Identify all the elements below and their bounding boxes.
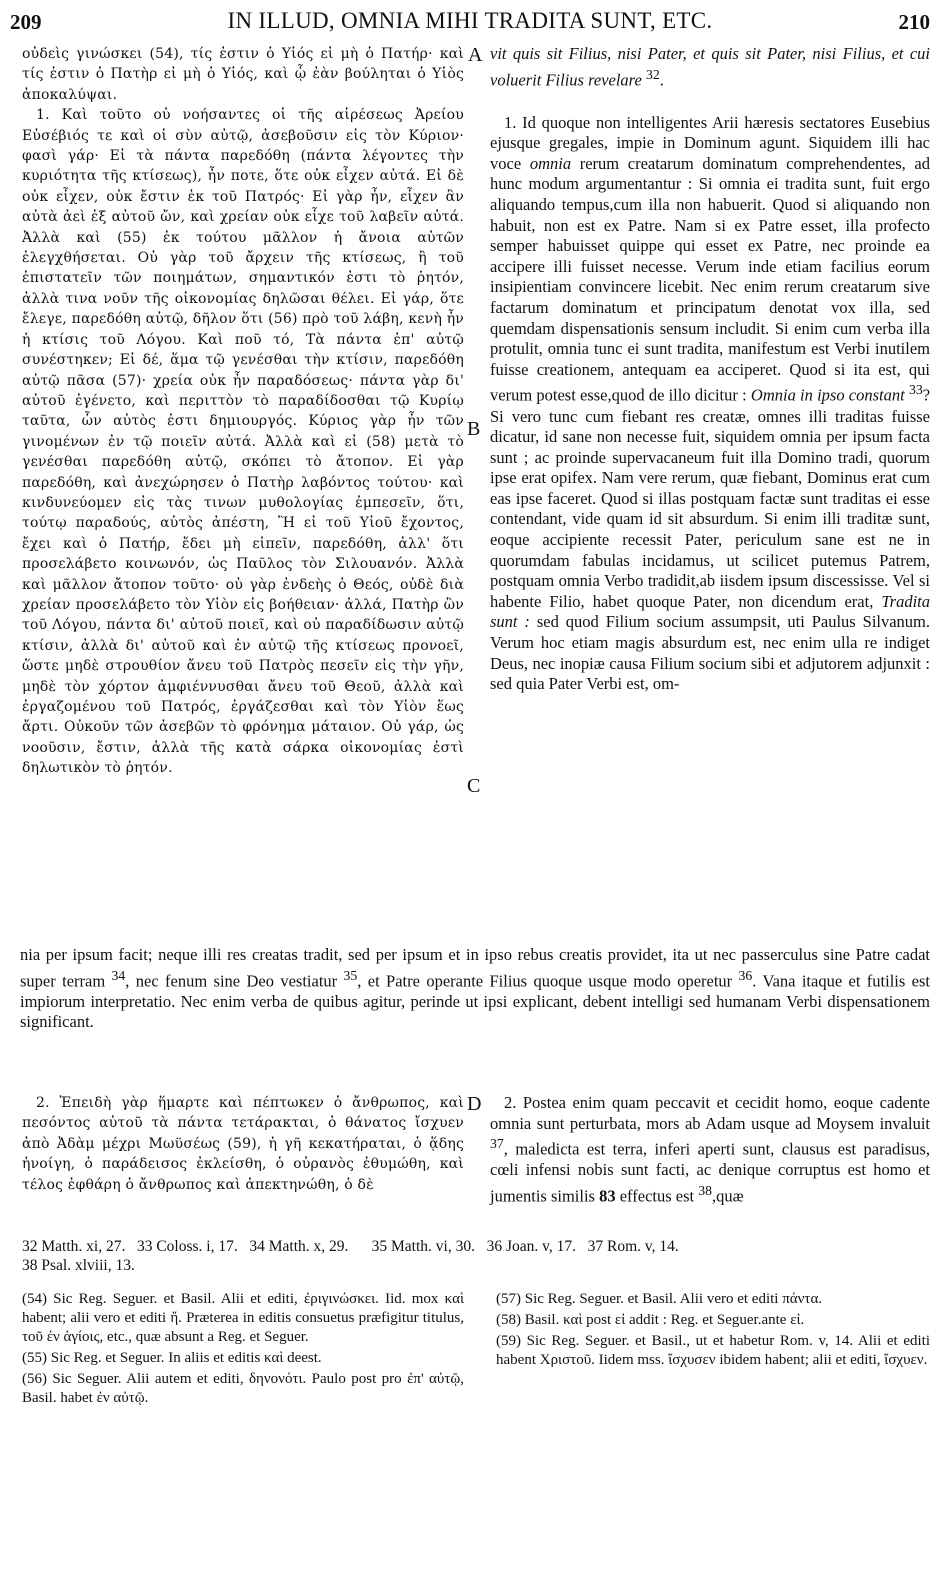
right-page-number: 210 — [898, 10, 930, 34]
ref-34: 34 Matth. x, 29. — [249, 1238, 349, 1255]
textual-notes-right — [496, 1290, 930, 1372]
latin-full-width-continuation — [20, 945, 930, 1033]
latin-p1-text-b: rerum creatarum dominatum comprehendentes, ad hunc modum argumentantur : Si omnia ei tradita sunt, fuit ergo aliquando tempus,cum illa non habuerit. Quod si aliquando non habuit, non est ex Patre. Nam si ex Patre esset, illa profecto semper habuisset quippe qui esset ex Patre, nec proinde ea accipere illi fuisset necesse. Verum inde etiam facilius eorum insipientiam convincere licebit. Nec enim rerum creatarum sive factarum dominatum et principatum denotat vox illa, sed quemdam dispensationis sensum includit. Si enim cum verba illa protulit, omnia tunc ei sunt tradita, manifestum est Verbi inutilem fuisse creationem, antequam ea acciperet. Quod si ita est, qui verum potest esse,quod de illo dicitur : — [490, 153, 930, 405]
note-ref-36: 36 — [738, 967, 753, 983]
textual-notes-left — [22, 1290, 464, 1410]
latin-p0-text: vit quis sit Filius, nisi Pater, et quis sit Pater, nisi Filius, et cui voluerit Filius revelare — [490, 44, 930, 90]
greek-paragraph-1: 1. Καὶ τοῦτο οὐ νοήσαντες οἱ τῆς αἱρέσεως Ἀρείου Εὐσέβιός τε καὶ οἱ σὺν αὐτῷ, ἀσεβοῦσιν εἰς τὸν Κύριον· φασὶ γάρ· Εἰ τὰ πάντα παρεδόθη (πάντα λέγοντες τὴν κυριότητα τῆς κτίσεως), ἦν ποτε, ὅτε οὐκ εἶχεν αὐτά. Εἰ δὲ οὐκ εἶχεν, οὐκ ἔστιν ἐκ τοῦ Πατρός· Εἰ γὰρ ἦν, εἶχεν ἂν αὐτὰ ἀεὶ ἐξ αὐτοῦ ὤν, καὶ χρείαν οὐκ εἶχε τοῦ λαβεῖν αὐτά. Ἀλλὰ καὶ (55) ἐκ τούτου μᾶλλον ἡ ἄνοια αὐτῶν ἐλεγχθήσεται. Οὐ γὰρ τοῦ ἄρχειν τῆς κτίσεως, ἢ τοῦ ἐπιστατεῖν τῶν ποιημάτων, σημαντικόν ἐστι τὸ ῥητόν, ἀλλὰ τινα νοῦν τῆς οἰκονομίας δηλῶσαι θέλει. Εἰ γάρ, ὅτε ἔλεγε, παρεδόθη αὐτῷ, δῆλον ὅτι (56) πρὸ τοῦ λάβη, κενὴ ἦν ἡ κτίσις τοῦ Λόγου. Καὶ ποῦ τό, Τὰ πάντα ἐπ' αὐτῷ συνέστηκεν; Εἰ δέ, ἅμα τῷ γενέσθαι τὴν κτίσιν, παρεδόθη αὐτῷ πᾶσα (57)· χρεία οὐκ ἦν παραδόσεως· πάντα γὰρ δι' αὐτοῦ ἐγένετο, καὶ περιττὸν τὸ παραδίδοσθαι τῷ Κυρίῳ ταῦτα, ὧν αὐτὸς ἐστι δημιουργός. Κύριος γὰρ ἦν τῶν γινομένων ἐν τῷ ποιεῖν αὐτά. Ἀλλὰ καὶ εἰ (58) μετὰ τὸ γενέσθαι παρεδόθη αὐτῷ, σκόπει τὸ ἄτοπον. Εἰ γὰρ παρεδόθη, καὶ ἀνεχώρησεν ὁ Πατὴρ λαβόντος τούτου· καὶ κινδυνεύομεν εἰς τὰς τινων μυθολογίας ἐμπεσεῖν, ὅτι, τούτῳ παραδούς, αὐτὸς ἀπέστη, Ἢ εἰ τοῦ Υἱοῦ ἔχοντος, ἔχει καὶ ὁ Πατήρ, ἔδει μὴ εἰπεῖν, παρεδόθη, ἀλλ' ὅτι προσελάβετο κοινωνόν, ὡς Παῦλος τὸν Σιλουανόν. Ἀλλὰ καὶ μᾶλλον ἄτοπον τοῦτο· οὐ γὰρ ἐνδεὴς ὁ Θεός, οὐδὲ διὰ χρείαν προσελάβετο τὸν Υἱὸν εἰς βοήθειαν· ἀλλά, Πατὴρ ὢν τοῦ Λόγου, πάντα δι' αὐτοῦ ποιεῖ, καὶ οὐ παραδίδωσιν αὐτῷ κτίσιν, ἀλλὰ δι' αὐτοῦ καὶ ἐν αὐτῷ τῆς κτίσεως προνοεῖ, ὥστε μηδὲ στρουθίον ἄνευ τοῦ Πατρὸς πεσεῖν εἰς τὴν γῆν, μηδὲ τὸν χόρτον ἀμφιέννυσθαι ἄνευ τοῦ Θεοῦ, ἀλλὰ καὶ ἐργαζομένου τοῦ Πατρός, ἐργάζεσθαι καὶ τὸν Υἱὸν ἕως ἄρτι. Οὐκοῦν τῶν ἀσεβῶν τὸ φρόνημα μάταιον. Οὐ γάρ, ὡς νοοῦσιν, ἔστιν, ἀλλὰ τῆς κατὰ σάρκα οἰκονομίας ἐστὶ δηλωτικὸν τὸ ῥητόν. — [22, 107, 464, 777]
note-ref-38: 38 — [698, 1182, 712, 1198]
latin-column-upper — [490, 44, 930, 695]
latin-p2-text-a: 2. Postea enim quam peccavit et cecidit homo, eoque cadente omnia sunt perturbata, mors ab Adam usque ad Moysem invaluit — [490, 1093, 930, 1133]
greek-paragraph-2: 2. Ἐπειδὴ γὰρ ἥμαρτε καὶ πέπτωκεν ὁ ἄνθρωπος, καὶ πεσόντος αὐτοῦ τὰ πάντα τετάρακται, ὁ θάνατος ἴσχυεν ἀπὸ Ἀδὰμ μέχρι Μωϋσέως (59), ἡ γῆ κεκατήραται, ὁ ᾅδης ἠνοίγη, ὁ παράδεισος ἐκλείσθη, ὁ οὐρανὸς ἐθυμώθη, καὶ τέλος ἐφθάρη ὁ ἄνθρωπος καὶ ἀπεκτηνώθη, ὁ δὲ — [22, 1095, 464, 1193]
full-width-text-a: nia per ipsum facit; neque illi res creatas tradit, sed per ipsum et in ipso rebus creatis providet, ita ut nec passerculus sine Patre cadat super terram — [20, 945, 930, 991]
running-title: IN ILLUD, OMNIA MIHI TRADITA SUNT, ETC. — [227, 8, 713, 33]
full-width-text-d: . Vana itaque et futilis est impiorum interpretatio. Nec enim verba de quibus agitur, perinde ut ipsi explicant, debent intelligi sed humanam Verbi dispensationem significant. — [20, 971, 930, 1032]
greek-column-upper — [22, 44, 464, 779]
ref-36: 36 Joan. v, 17. — [486, 1238, 577, 1255]
ref-32: 32 Matth. xi, 27. — [22, 1238, 126, 1255]
latin-paragraph-2 — [490, 1093, 930, 1207]
note-59: (59) Sic Reg. Seguer. et Basil., ut et habetur Rom. v, 14. Alii et editi habent Χριστοῦ. Iidem mss. ἴσχυσεν ibidem habent; alii et editi, ἴσχυεν. — [496, 1333, 930, 1368]
greek-paragraph-0: οὐδεὶς γινώσκει (54), τίς ἐστιν ὁ Υἱός εἰ μὴ ὁ Πατήρ· καὶ τίς ἐστιν ὁ Πατὴρ εἰ μὴ ὁ Υἱός, καὶ ᾧ ἐὰν βούληται ὁ Υἱὸς ἀποκαλύψαι. — [22, 46, 464, 103]
latin-paragraph-1 — [490, 113, 930, 695]
latin-p1-italic-omnia: omnia — [529, 153, 572, 173]
note-54: (54) Sic Reg. Seguer. et Basil. Alii et editi, ἐριγινώσκει. Iid. mox καὶ habent; alii vero et editi ἤ. Præterea in editis consuetus præfigitur titulus, τοῦ ἐν ἁγίοις, etc., quæ absunt a Reg. et Seguer. — [22, 1291, 464, 1345]
scripture-references — [22, 1237, 932, 1275]
note-ref-35: 35 — [343, 967, 358, 983]
latin-column-lower — [490, 1093, 930, 1207]
note-55: (55) Sic Reg. et Seguer. In aliis et editis καὶ deest. — [22, 1350, 322, 1366]
latin-p1-italic-tradita: Tradita sunt : — [490, 591, 930, 632]
latin-p2-text-d: ,quæ — [711, 1186, 744, 1206]
latin-p2-text-b: , maledicta est terra, inferi aperti sunt, clausus est paradisus, cœli infensi nobis sunt facti, ac denique corruptus est homo et jumentis similis — [490, 1139, 930, 1206]
ref-33: 33 Coloss. i, 17. — [136, 1238, 238, 1255]
column-number-83: 83 — [599, 1186, 616, 1206]
margin-marker-c: C — [467, 775, 481, 797]
full-width-text-b: , nec fenum sine Deo vestiatur — [125, 971, 344, 991]
ref-38: 38 Psal. xlviii, 13. — [22, 1257, 135, 1274]
note-57: (57) Sic Reg. Seguer. et Basil. Alii vero et editi πάντα. — [496, 1291, 823, 1307]
note-ref-32: 32 — [645, 66, 660, 82]
greek-column-lower — [22, 1093, 464, 1195]
latin-p1-text-a: 1. Id quoque non intelligentes Arii hæresis sectatores Eusebius ejusque gregales, impie in Dominum agunt. Siquidem illi hac voce — [490, 112, 930, 173]
latin-p1-text-c: ? Si vero tunc cum fiebant res creatæ, omnes illi traditas fuisse dicatur, id sane non necesse fuit, siquidem omnia per ipsum facta sunt ; ac proinde supervacaneum fuit illa Domino tradi, quorum ipse erat opifex. Nam vere rerum, quæ fiebant, Dominus erat cum eas ipse faceret. Quod si illas postquam factæ sunt traditas ei esse contendant, vide quam id sit absurdum. Si enim illi traditæ sunt, eoque accipiente recessit Pater, periculum sane est ne in quorumdam fabulas incidamus, ut scilicet putemus Patrem, postquam omnia Verbo tradidit,ab iisdem ipsum discessisse. Vel si habente Filio, habet quoque Pater, non dicendum erat, — [490, 385, 931, 611]
latin-p1-text-d: sed quod Filium socium assumpsit, uti Paulus Silvanum. Verum hoc etiam magis absurdum est, nec enim ulla re indiget Deus, nec inopiæ causa Filium socium sibi et adjutorem adjunxit : sed quia Pater Verbi est, om- — [490, 612, 931, 694]
note-ref-34: 34 — [111, 967, 126, 983]
note-ref-37: 37 — [490, 1136, 504, 1152]
latin-p1-italic-quote: Omnia in ipso constant — [750, 385, 905, 405]
full-width-text-c: , et Patre operante Filius quoque usque modo operetur — [357, 971, 739, 991]
latin-paragraph-0: vit quis sit Filius, nisi Pater, et quis sit Pater, nisi Filius, et cui voluerit Filius revelare $^{32}$. — [490, 44, 930, 90]
latin-p2-text-c: effectus est — [615, 1186, 699, 1206]
left-page-number: 209 — [10, 10, 42, 34]
page-header — [10, 6, 930, 40]
note-56: (56) Sic Seguer. Alii autem et editi, δηνονότι. Paulo post pro ἐπ' αὐτῷ, Basil. habet ἐν αὐτῷ. — [22, 1371, 464, 1406]
ref-35: 35 Matth. vi, 30. — [371, 1238, 475, 1255]
note-58: (58) Basil. καὶ post εἰ addit : Reg. et Seguer.ante εἰ. — [496, 1312, 805, 1328]
ref-37: 37 Rom. v, 14. — [587, 1238, 679, 1255]
margin-marker-b: B — [467, 418, 481, 440]
margin-marker-a: A — [468, 44, 483, 66]
note-ref-33: 33 — [908, 382, 923, 398]
margin-marker-d: D — [467, 1093, 482, 1115]
